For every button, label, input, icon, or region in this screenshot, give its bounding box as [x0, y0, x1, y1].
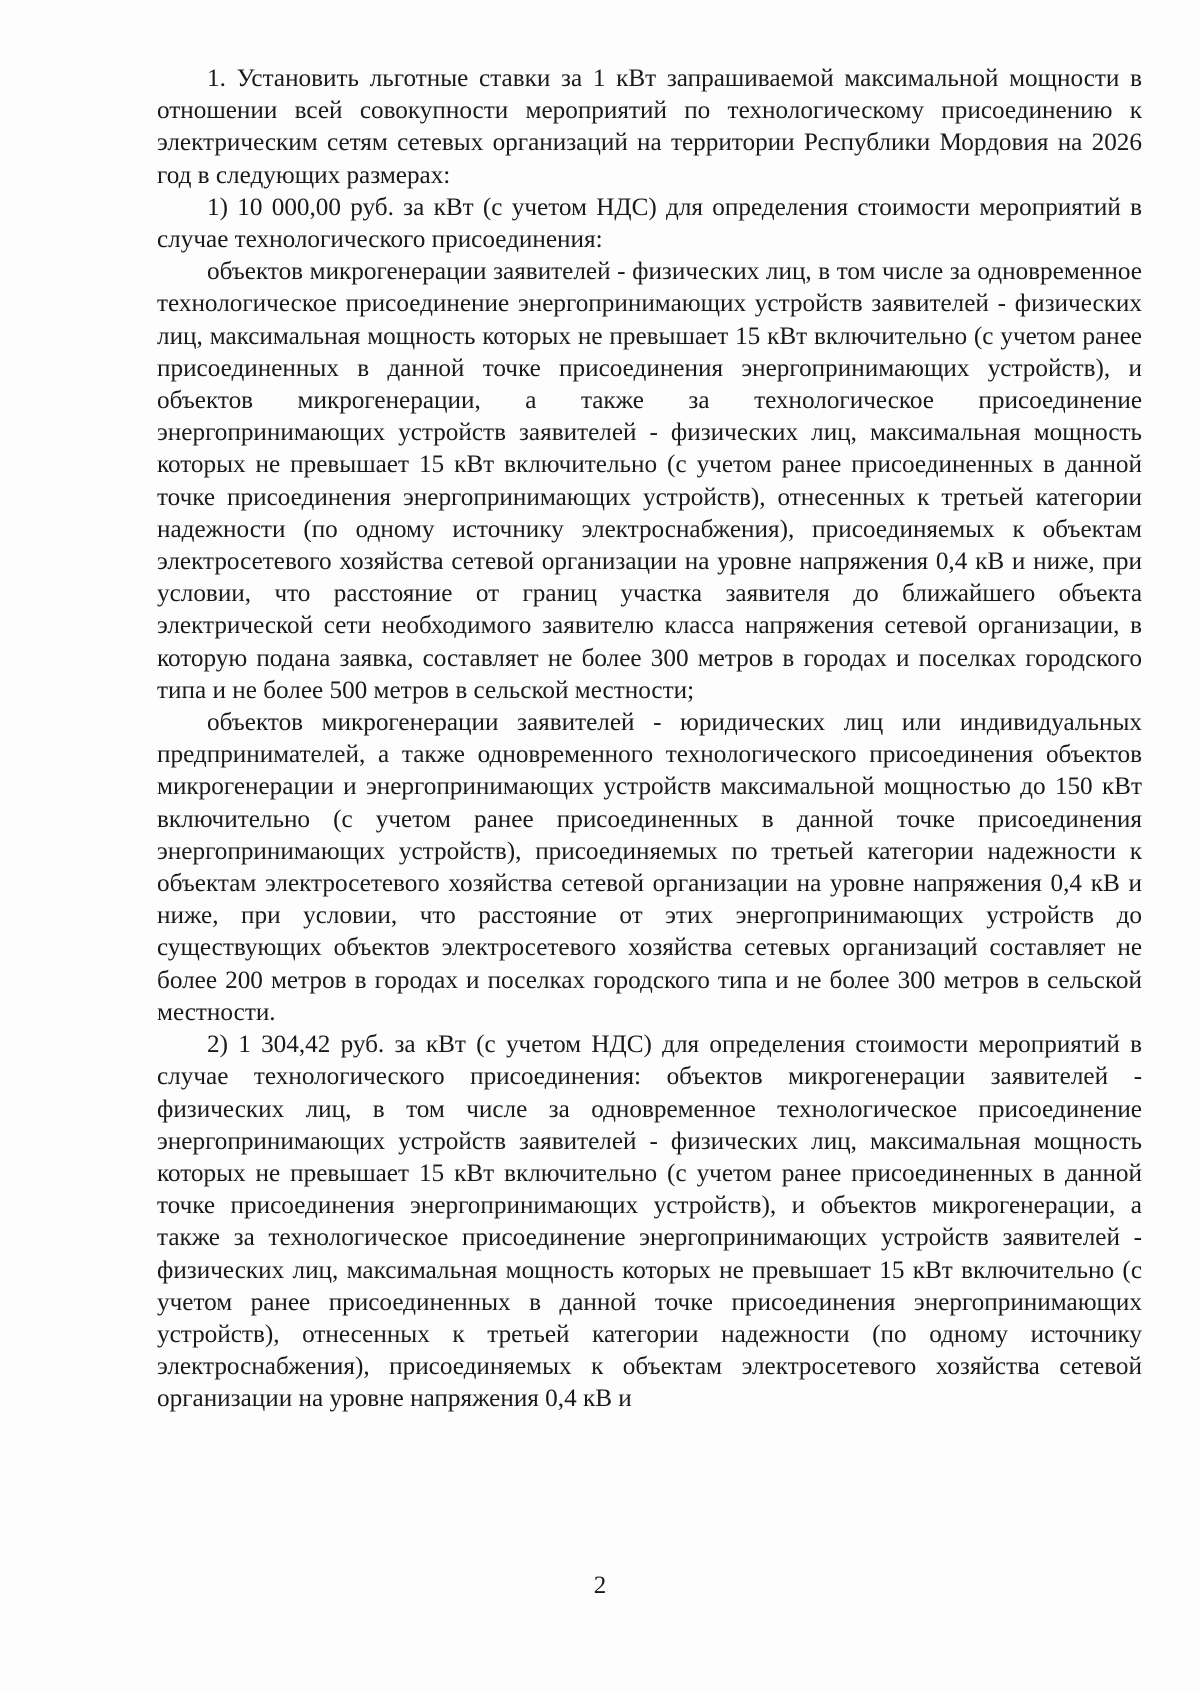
- document-body: [157, 63, 1142, 1416]
- paragraph-individuals: объектов микрогенерации заявителей - физических лиц, в том числе за одновременное технологическое присоединение энергопринимающих устройств заявителей - физических лиц, максимальная мощность которых не превышает 15 кВт включительно (с учетом ранее присоединенных в данной точке присоединения энергопринимающих устройств), и объектов микрогенерации, а также за технологическое присоединение энергопринимающих устройств заявителей - физических лиц, максимальная мощность которых не превышает 15 кВт включительно (с учетом ранее присоединенных в данной точке присоединения энергопринимающих устройств), отнесенных к третьей категории надежности (по одному источнику электроснабжения), присоединяемых к объектам электросетевого хозяйства сетевой организации на уровне напряжения 0,4 кВ и ниже, при условии, что расстояние от границ участка заявителя до ближайшего объекта электрической сети необходимого заявителю класса напряжения сетевой организации, в которую подана заявка, составляет не более 300 метров в городах и поселках городского типа и не более 500 метров в сельской местности;: [157, 258, 1142, 704]
- paragraph-item-1: 1. Установить льготные ставки за 1 кВт запрашиваемой максимальной мощности в отношении всей совокупности мероприятий по технологическому присоединению к электрическим сетям сетевых организаций на территории Республики Мордовия на 2026 год в следующих размерах:: [157, 65, 1142, 189]
- page-number: 2: [593, 1572, 607, 1599]
- paragraph-subitem-1: 1) 10 000,00 руб. за кВт (с учетом НДС) для определения стоимости мероприятий в случае технологического присоединения:: [157, 193, 1142, 254]
- paragraph-subitem-2: 2) 1 304,42 руб. за кВт (с учетом НДС) для определения стоимости мероприятий в случае технологического присоединения: объектов микрогенерации заявителей - физических лиц, в том числе за одновременное технологическое присоединение энергопринимающих устройств заявителей - физических лиц, максимальная мощность которых не превышает 15 кВт включительно (с учетом ранее присоединенных в данной точке присоединения энергопринимающих устройств), и объектов микрогенерации, а также за технологическое присоединение энергопринимающих устройств заявителей - физических лиц, максимальная мощность которых не превышает 15 кВт включительно (с учетом ранее присоединенных в данной точке присоединения энергопринимающих устройств), отнесенных к третьей категории надежности (по одному источнику электроснабжения), присоединяемых к объектам электросетевого хозяйства сетевой организации на уровне напряжения 0,4 кВ и: [157, 1031, 1142, 1413]
- paragraph-legal-entities: объектов микрогенерации заявителей - юридических лиц или индивидуальных предпринимателей, а также одновременного технологического присоединения объектов микрогенерации и энергопринимающих устройств максимальной мощностью до 150 кВт включительно (с учетом ранее присоединенных в данной точке присоединения энергопринимающих устройств), присоединяемых по третьей категории надежности к объектам электросетевого хозяйства сетевой организации на уровне напряжения 0,4 кВ и ниже, при условии, что расстояние от этих энергопринимающих устройств до существующих объектов электросетевого хозяйства сетевых организаций составляет не более 200 метров в городах и поселках городского типа и не более 300 метров в сельской местности.: [157, 709, 1142, 1026]
